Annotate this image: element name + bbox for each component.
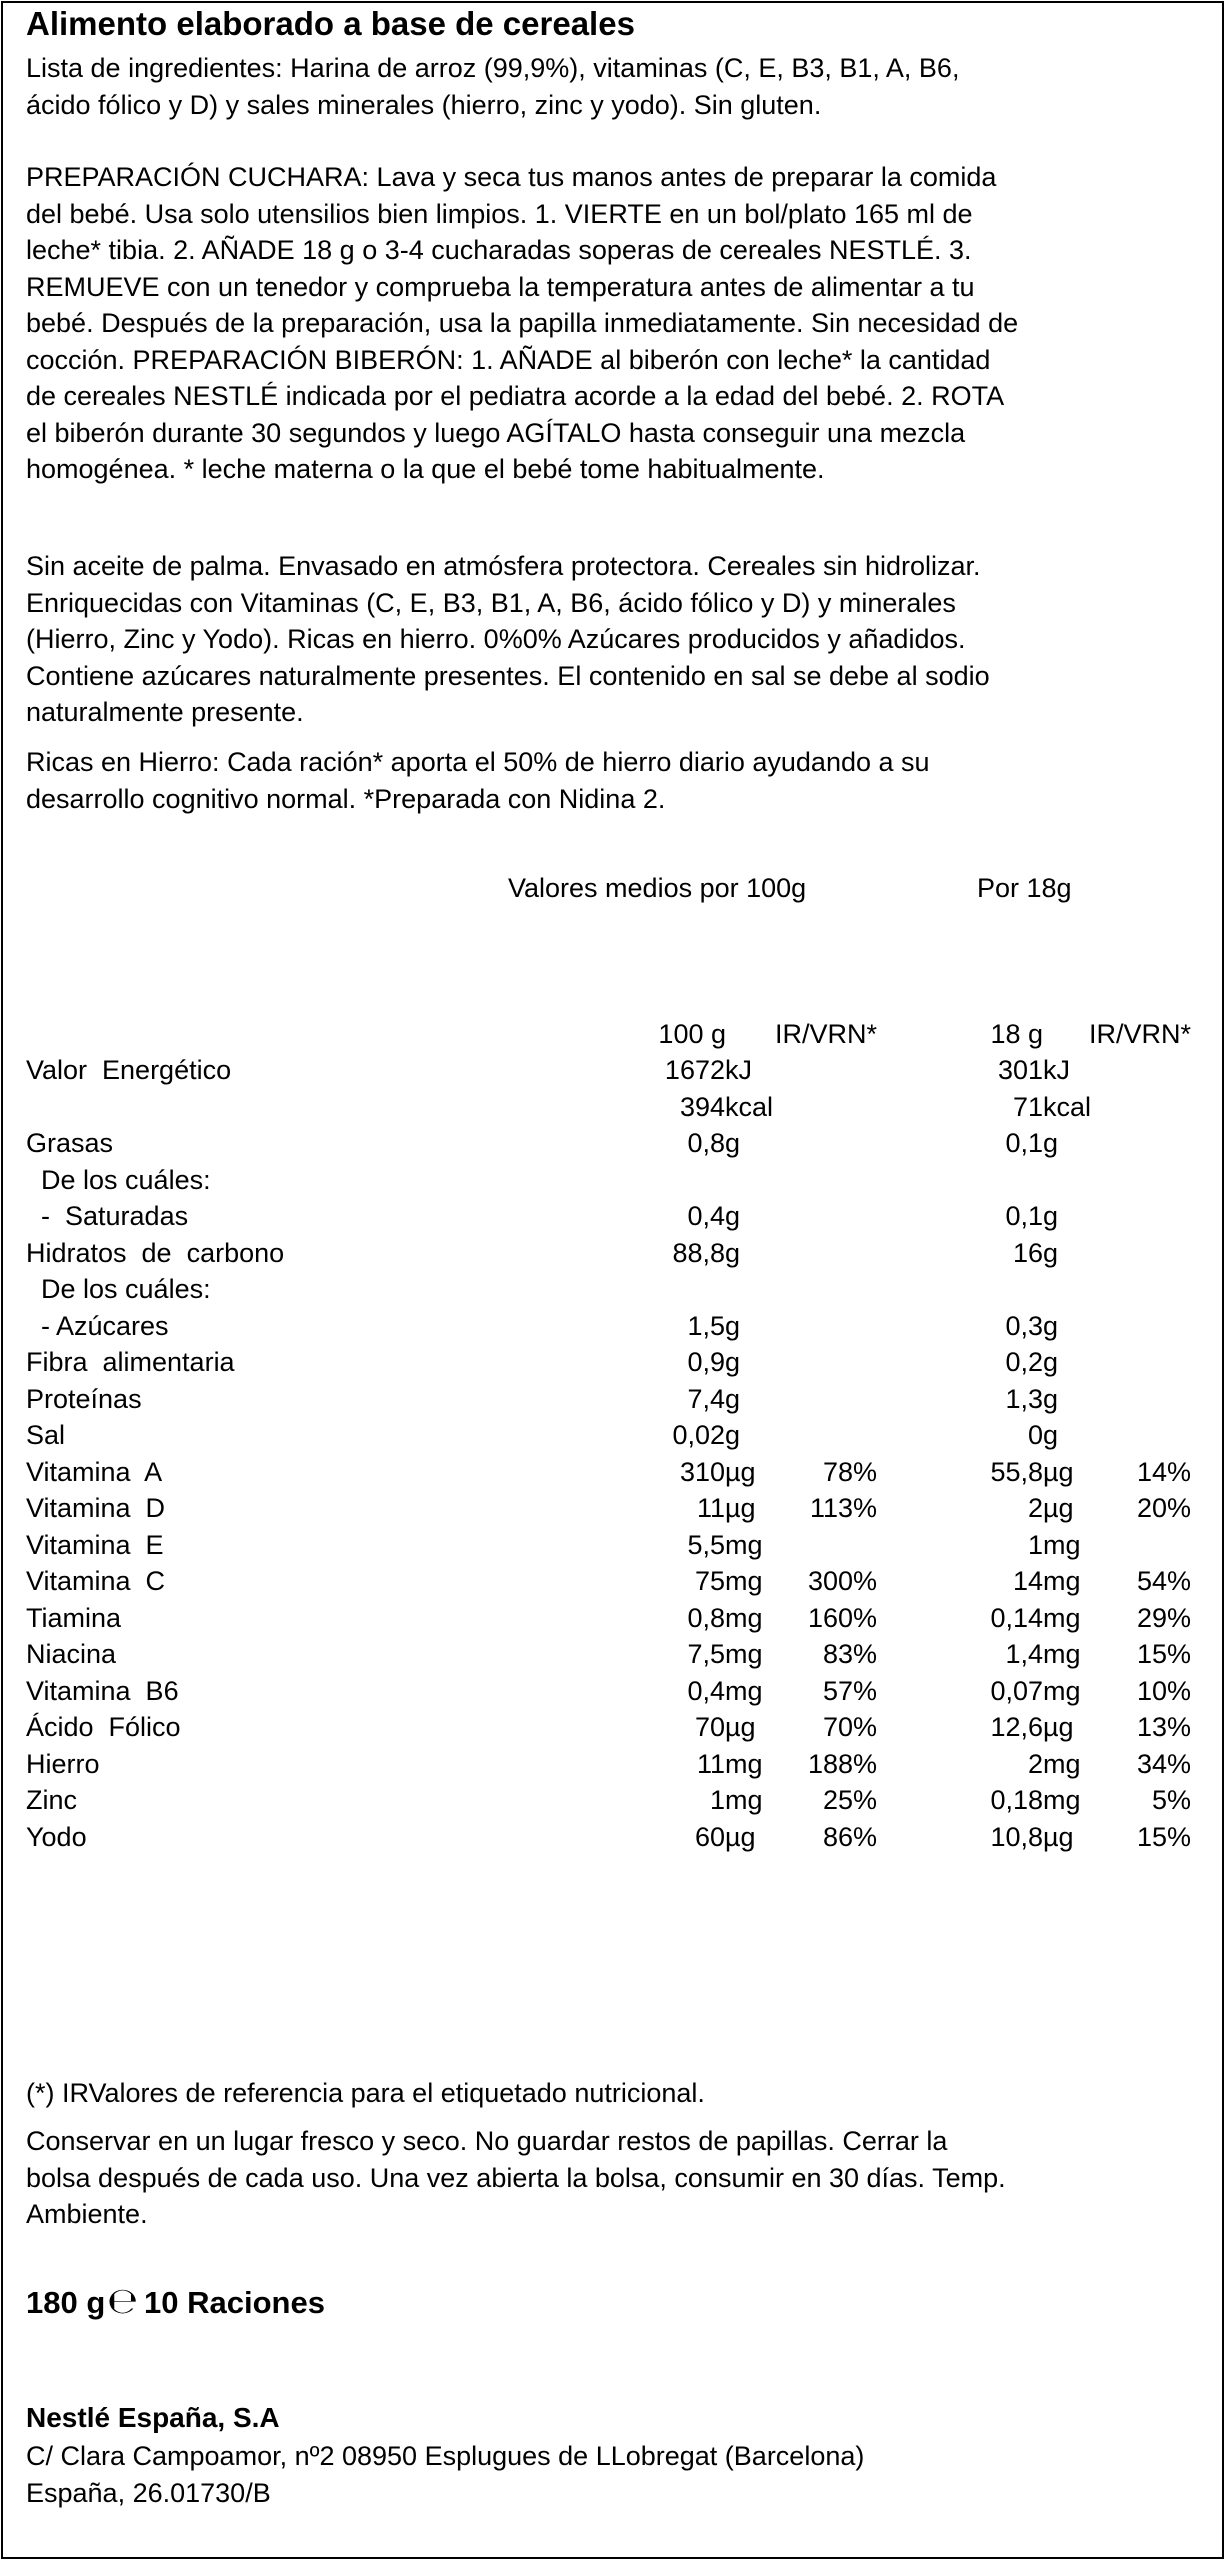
nutrient-label: - Azúcares bbox=[26, 1310, 169, 1341]
unit-per-18g: mg bbox=[1043, 1748, 1081, 1779]
value-per-100g: 5,5 bbox=[687, 1529, 725, 1560]
value-per-18g: 1 bbox=[1027, 1529, 1043, 1560]
table-row bbox=[0, 1235, 1225, 1272]
irvrn-per-100g: 86% bbox=[822, 1821, 877, 1852]
nutrient-label: Proteínas bbox=[26, 1383, 142, 1414]
irvrn-per-18g: 13% bbox=[1136, 1712, 1191, 1742]
irvrn-per-100g: 300% bbox=[807, 1566, 877, 1596]
value-per-18g: 14 bbox=[1012, 1566, 1043, 1596]
value-per-18g: 0,3 bbox=[1005, 1310, 1043, 1341]
col-irvrn-100g: IR/VRN* bbox=[774, 1019, 877, 1049]
value-per-18g: 16 bbox=[1012, 1237, 1043, 1268]
value-per-18g: 12,6 bbox=[990, 1712, 1043, 1742]
unit-per-18g: g bbox=[1043, 1383, 1059, 1414]
nutrient-label: Fibra alimentaria bbox=[26, 1347, 235, 1377]
value-per-100g: 60 bbox=[694, 1821, 725, 1852]
table-column-headers bbox=[0, 1016, 1225, 1053]
unit-per-18g: µg bbox=[1043, 1493, 1074, 1523]
irvrn-per-18g: 10% bbox=[1136, 1675, 1191, 1706]
unit-per-18g: g bbox=[1043, 1237, 1059, 1268]
unit-per-18g: µg bbox=[1043, 1821, 1074, 1852]
value-per-18g: 55,8 bbox=[990, 1456, 1043, 1487]
irvrn-per-100g: 57% bbox=[822, 1675, 877, 1706]
value-per-100g: 394 bbox=[679, 1091, 725, 1122]
value-per-100g: 1,5 bbox=[687, 1310, 725, 1341]
value-per-18g: 71 bbox=[1012, 1091, 1043, 1122]
table-row bbox=[0, 1563, 1225, 1600]
value-per-18g: 2 bbox=[1027, 1748, 1043, 1779]
irvrn-per-100g: 83% bbox=[822, 1639, 877, 1669]
unit-per-100g: µg bbox=[725, 1493, 756, 1523]
company-name: Nestlé España, S.A bbox=[26, 2402, 280, 2433]
ingredients-text: Lista de ingredientes: Harina de arroz (99,9%), vitaminas (C, E, B3, B1, A, B6, ácido fólico y D) y sales minerales (hierro, zinc y yodo). Sin gluten. bbox=[26, 53, 960, 120]
unit-per-100g: kcal bbox=[725, 1091, 774, 1122]
table-row bbox=[0, 1381, 1225, 1418]
nutrient-label: Yodo bbox=[26, 1821, 87, 1852]
table-row bbox=[0, 1746, 1225, 1783]
nutrient-label: Vitamina D bbox=[26, 1493, 166, 1523]
irvrn-per-18g: 14% bbox=[1136, 1456, 1191, 1487]
servings-count: 10 Raciones bbox=[144, 2285, 325, 2320]
nutrient-label: Vitamina C bbox=[26, 1566, 166, 1596]
unit-per-18g: mg bbox=[1043, 1566, 1081, 1596]
irvrn-per-100g: 25% bbox=[822, 1785, 877, 1815]
irvrn-per-18g: 15% bbox=[1136, 1821, 1191, 1852]
table-row bbox=[0, 1709, 1225, 1746]
table-row bbox=[0, 1782, 1225, 1819]
value-per-18g: 301 bbox=[997, 1055, 1043, 1085]
value-per-18g: 0,1 bbox=[1005, 1128, 1043, 1158]
irvrn-per-18g: 54% bbox=[1136, 1566, 1191, 1596]
nutrient-label: Vitamina A bbox=[26, 1456, 163, 1487]
nutrient-label: Niacina bbox=[26, 1639, 117, 1669]
value-per-18g: 1,4 bbox=[1005, 1639, 1043, 1669]
unit-per-100g: g bbox=[725, 1128, 741, 1158]
unit-per-18g: g bbox=[1043, 1420, 1059, 1450]
ir-footnote: (*) IRValores de referencia para el etiquetado nutricional. bbox=[26, 2078, 705, 2108]
unit-per-100g: g bbox=[725, 1310, 741, 1341]
unit-per-100g: mg bbox=[725, 1529, 763, 1560]
nutrient-label: Hidratos de carbono bbox=[26, 1237, 285, 1268]
irvrn-per-18g: 29% bbox=[1136, 1602, 1191, 1633]
value-per-100g: 0,8 bbox=[687, 1128, 725, 1158]
unit-per-100g: g bbox=[725, 1237, 741, 1268]
company-address: C/ Clara Campoamor, nº2 08950 Esplugues de LLobregat (Barcelona) España, 26.01730/B bbox=[26, 2441, 865, 2508]
unit-per-100g: µg bbox=[725, 1821, 756, 1852]
iron-claim-text: Ricas en Hierro: Cada ración* aporta el 50% de hierro diario ayudando a su desarrollo cognitivo normal. *Preparada con Nidina 2. bbox=[26, 747, 930, 814]
claims-text: Sin aceite de palma. Envasado en atmósfera protectora. Cereales sin hidrolizar. Enriquecidas con Vitaminas (C, E, B3, B1, A, B6, ácido fólico y D) y minerales (Hierro, Zinc y Yodo). Ricas en hierro. 0%0% Azúcares producidos y añadidos. Contiene azúcares naturalmente presentes. El contenido en sal se debe al sodio naturalmente presente. bbox=[26, 551, 990, 727]
unit-per-100g: g bbox=[725, 1383, 741, 1414]
net-weight-line bbox=[26, 2282, 325, 2323]
value-per-100g: 7,4 bbox=[687, 1383, 725, 1414]
product-title: Alimento elaborado a base de cereales bbox=[26, 5, 635, 42]
table-row bbox=[0, 1527, 1225, 1564]
unit-per-100g: mg bbox=[725, 1602, 763, 1633]
unit-per-100g: mg bbox=[725, 1748, 763, 1779]
nutrient-label: De los cuáles: bbox=[26, 1274, 211, 1304]
value-per-100g: 0,9 bbox=[687, 1347, 725, 1377]
table-row bbox=[0, 1089, 1225, 1126]
unit-per-100g: mg bbox=[725, 1639, 763, 1669]
value-per-100g: 7,5 bbox=[687, 1639, 725, 1669]
nutrient-label: Vitamina E bbox=[26, 1529, 164, 1560]
table-row bbox=[0, 1454, 1225, 1491]
nutrient-label: De los cuáles: bbox=[26, 1164, 211, 1195]
value-per-100g: 0,4 bbox=[687, 1201, 725, 1231]
table-row bbox=[0, 1417, 1225, 1454]
value-per-18g: 0,07 bbox=[990, 1675, 1043, 1706]
table-row bbox=[0, 1198, 1225, 1235]
table-row bbox=[0, 1636, 1225, 1673]
value-per-18g: 2 bbox=[1027, 1493, 1043, 1523]
irvrn-per-100g: 78% bbox=[822, 1456, 877, 1487]
unit-per-100g: µg bbox=[725, 1456, 756, 1487]
value-per-100g: 0,02 bbox=[672, 1420, 725, 1450]
value-per-18g: 0,18 bbox=[990, 1785, 1043, 1815]
irvrn-per-100g: 70% bbox=[822, 1712, 877, 1742]
unit-per-18g: kcal bbox=[1043, 1091, 1092, 1122]
value-per-100g: 1672 bbox=[664, 1055, 725, 1085]
col-100g: 100 g bbox=[658, 1019, 726, 1049]
value-per-100g: 1 bbox=[709, 1785, 725, 1815]
table-row bbox=[0, 1052, 1225, 1089]
value-per-100g: 70 bbox=[694, 1712, 725, 1742]
irvrn-per-18g: 34% bbox=[1136, 1748, 1191, 1779]
unit-per-100g: g bbox=[725, 1420, 741, 1450]
header-per-100g: Valores medios por 100g bbox=[508, 873, 807, 903]
unit-per-18g: mg bbox=[1043, 1529, 1081, 1560]
unit-per-100g: µg bbox=[725, 1712, 756, 1742]
table-row bbox=[0, 1819, 1225, 1856]
unit-per-18g: mg bbox=[1043, 1675, 1081, 1706]
irvrn-per-100g: 113% bbox=[809, 1493, 877, 1523]
unit-per-100g: g bbox=[725, 1347, 741, 1377]
table-row bbox=[0, 1673, 1225, 1710]
table-row bbox=[0, 1600, 1225, 1637]
nutrient-label: Ácido Fólico bbox=[26, 1712, 181, 1742]
unit-per-100g: g bbox=[725, 1201, 741, 1231]
header-per-serving: Por 18g bbox=[977, 873, 1072, 903]
value-per-18g: 10,8 bbox=[990, 1821, 1043, 1852]
value-per-100g: 75 bbox=[694, 1566, 725, 1596]
unit-per-100g: kJ bbox=[725, 1055, 752, 1085]
value-per-100g: 310 bbox=[679, 1456, 725, 1487]
preparation-text: PREPARACIÓN CUCHARA: Lava y seca tus manos antes de preparar la comida del bebé. Usa solo utensilios bien limpios. 1. VIERTE en un bol/plato 165 ml de leche* tibia. 2. AÑADE 18 g o 3-4 cucharadas soperas de cereales NESTLÉ. 3. REMUEVE con un tenedor y comprueba la temperatura antes de alimentar a tu bebé. Después de la preparación, usa la papilla inmediatamente. Sin necesidad de cocción. PREPARACIÓN BIBERÓN: 1. AÑADE al biberón con leche* la cantidad de cereales NESTLÉ indicada por el pediatra acorde a la edad del bebé. 2. ROTA el biberón durante 30 segundos y luego AGÍTALO hasta conseguir una mezcla homogénea. * leche materna o la que el bebé tome habitualmente. bbox=[26, 162, 1019, 484]
irvrn-per-18g: 5% bbox=[1151, 1785, 1191, 1815]
value-per-18g: 0 bbox=[1027, 1420, 1043, 1450]
nutrient-label: Zinc bbox=[26, 1785, 78, 1815]
unit-per-18g: kJ bbox=[1043, 1055, 1070, 1085]
nutrient-label: Grasas bbox=[26, 1128, 114, 1158]
unit-per-18g: µg bbox=[1043, 1712, 1074, 1742]
unit-per-100g: mg bbox=[725, 1566, 763, 1596]
irvrn-per-18g: 15% bbox=[1136, 1639, 1191, 1669]
unit-per-18g: g bbox=[1043, 1201, 1059, 1231]
table-row bbox=[0, 1125, 1225, 1162]
table-row bbox=[0, 1162, 1225, 1199]
irvrn-per-100g: 188% bbox=[807, 1748, 877, 1779]
irvrn-per-100g: 160% bbox=[807, 1602, 877, 1633]
col-irvrn-18g: IR/VRN* bbox=[1088, 1019, 1191, 1049]
value-per-18g: 1,3 bbox=[1005, 1383, 1043, 1414]
table-row bbox=[0, 1271, 1225, 1308]
unit-per-18g: mg bbox=[1043, 1785, 1081, 1815]
value-per-100g: 0,4 bbox=[687, 1675, 725, 1706]
net-weight: 180 g bbox=[26, 2285, 106, 2320]
table-row bbox=[0, 1490, 1225, 1527]
table-row bbox=[0, 1344, 1225, 1381]
nutrient-label: Vitamina B6 bbox=[26, 1675, 179, 1706]
nutrient-label: Tiamina bbox=[26, 1602, 122, 1633]
unit-per-18g: mg bbox=[1043, 1602, 1081, 1633]
unit-per-100g: mg bbox=[725, 1675, 763, 1706]
table-row bbox=[0, 1308, 1225, 1345]
value-per-18g: 0,14 bbox=[990, 1602, 1043, 1633]
storage-text: Conservar en un lugar fresco y seco. No guardar restos de papillas. Cerrar la bolsa después de cada uso. Una vez abierta la bolsa, consumir en 30 días. Temp. Ambiente. bbox=[26, 2126, 1006, 2229]
value-per-100g: 88,8 bbox=[672, 1237, 725, 1268]
nutrient-label: Valor Energético bbox=[26, 1055, 232, 1085]
nutrient-label: Sal bbox=[26, 1420, 66, 1450]
unit-per-18g: g bbox=[1043, 1310, 1059, 1341]
value-per-100g: 0,8 bbox=[687, 1602, 725, 1633]
value-per-18g: 0,2 bbox=[1005, 1347, 1043, 1377]
unit-per-100g: mg bbox=[725, 1785, 763, 1815]
col-18g: 18 g bbox=[990, 1019, 1043, 1049]
unit-per-18g: g bbox=[1043, 1347, 1059, 1377]
nutrient-label: Hierro bbox=[26, 1748, 100, 1779]
value-per-18g: 0,1 bbox=[1005, 1201, 1043, 1231]
unit-per-18g: g bbox=[1043, 1128, 1059, 1158]
value-per-100g: 11 bbox=[696, 1493, 725, 1523]
irvrn-per-18g: 20% bbox=[1136, 1493, 1191, 1523]
nutrient-label: - Saturadas bbox=[26, 1201, 189, 1231]
value-per-100g: 11 bbox=[696, 1748, 725, 1779]
unit-per-18g: mg bbox=[1043, 1639, 1081, 1669]
unit-per-18g: µg bbox=[1043, 1456, 1074, 1487]
estimated-sign-icon: ℮ bbox=[107, 2281, 139, 2322]
